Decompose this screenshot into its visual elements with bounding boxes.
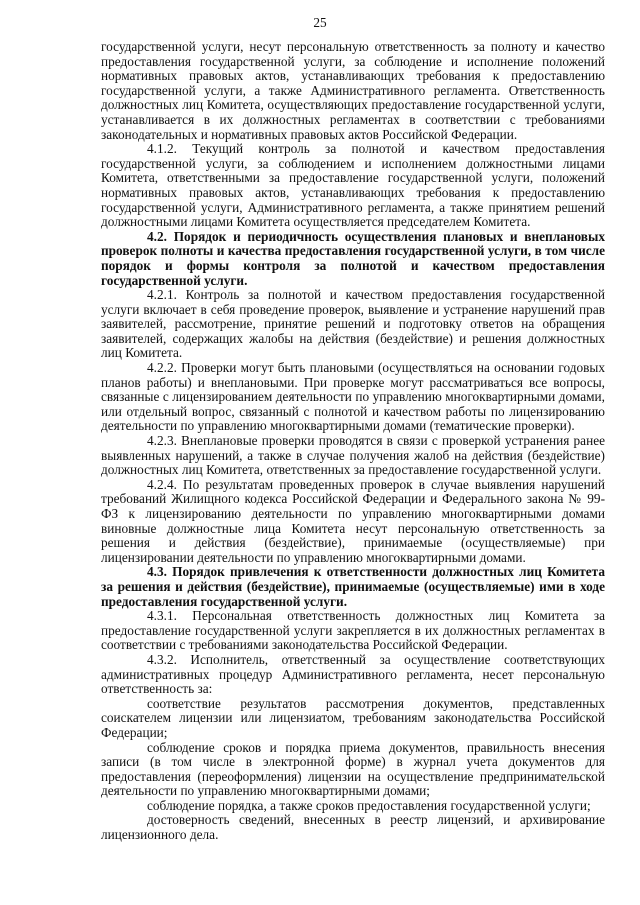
list-item: соблюдение сроков и порядка приема документов, правильность внесения записи (в том числе в электронной форме) в журнал учета документов для предоставления (переоформления) лицензии на осуществление предпринимательской деятельности по управлению многоквартирными домами; (101, 739, 605, 799)
document-body (101, 40, 605, 843)
list-item: соответствие результатов рассмотрения документов, представленных соискателем лицензии или лицензиатом, требованиям законодательства Российской Федерации; (101, 695, 605, 740)
paragraph-4-3-2: 4.3.2. Исполнитель, ответственный за осуществление соответствующих административных процедур Административного регламента, несет персональную ответственность за: (101, 651, 605, 697)
paragraph-4-1-2: 4.1.2. Текущий контроль за полнотой и качеством предоставления государственной услуги, за соблюдением и исполнением должностными лицами Комитета, ответственными за предоставление государственной услуги, положений нормативных правовых актов, устанавливающих требования к предоставлению государственной услуги, Административного регламента, а также принятием решений должностными лицами Комитета осуществляется председателем Комитета. (101, 141, 605, 230)
section-heading-4-2: 4.2. Порядок и периодичность осуществления плановых и внеплановых проверок полноты и качества предоставления государственной услуги, в том числе порядок и формы контроля за полнотой и качеством предоставления государственной услуги. (101, 228, 605, 288)
paragraph-4-2-1: 4.2.1. Контроль за полнотой и качеством предоставления государственной услуги включает в себя проведение проверок, выявление и устранение нарушений прав заявителей, рассмотрение, принятие решений и подготовку ответов на обращения заявителей, содержащих жалобы на действия (бездействие) и решения должностных лиц Комитета. (101, 287, 605, 361)
list-item: достоверность сведений, внесенных в реестр лицензий, и архивирование лицензионного дела. (101, 812, 605, 843)
paragraph-4-2-3: 4.2.3. Внеплановые проверки проводятся в связи с проверкой устранения ранее выявленных нарушений, а также в случае получения жалоб на действия (бездействие) должностных лиц Комитета, ответственных за предоставление государственной услуги. (101, 433, 605, 478)
paragraph-4-2-2: 4.2.2. Проверки могут быть плановыми (осуществляться на основании годовых планов работы) и внеплановыми. При проверке могут рассматриваться все вопросы, связанные с лицензированием деятельности по управлению многоквартирными домами, или отдельный вопрос, связанный с полнотой и качеством работы по лицензированию деятельности по управлению многоквартирными домами (тематические проверки). (101, 360, 605, 434)
section-heading-4-3: 4.3. Порядок привлечения к ответственности должностных лиц Комитета за решения и действия (бездействие), принимаемые (осуществляемые) ими в ходе предоставления государственной услуги. (101, 564, 605, 609)
page-number: 25 (313, 15, 327, 30)
list-item: соблюдение порядка, а также сроков предоставления государственной услуги; (147, 797, 591, 813)
paragraph-4-2-4: 4.2.4. По результатам проведенных проверок в случае выявления нарушений требований Жилищного кодекса Российской Федерации и Федерального закона № 99-ФЗ к лицензированию деятельности по управлению многоквартирными домами виновные должностные лица Комитета несут персональную ответственность за решения и действия (бездействие), принимаемые (осуществляемые) при лицензировании деятельности по управлению многоквартирными домами. (101, 476, 605, 565)
paragraph-continuation: государственной услуги, несут персональную ответственность за полноту и качество предоставления государственной услуги, за соблюдение и исполнение положений нормативных правовых актов, устанавливающих требования к предоставлению государственной услуги, а также Административного регламента. Ответственность должностных лиц Комитета, осуществляющих предоставление государственной услуги, устанавливается в их должностных регламентах в соответствии с требованиями законодательных и нормативных правовых актов Российской Федерации. (101, 39, 605, 142)
paragraph-4-3-1: 4.3.1. Персональная ответственность должностных лиц Комитета за предоставление государственной услуги закрепляется в их должностных регламентах в соответствии с требованиями законодательства Российской Федерации. (101, 608, 605, 653)
